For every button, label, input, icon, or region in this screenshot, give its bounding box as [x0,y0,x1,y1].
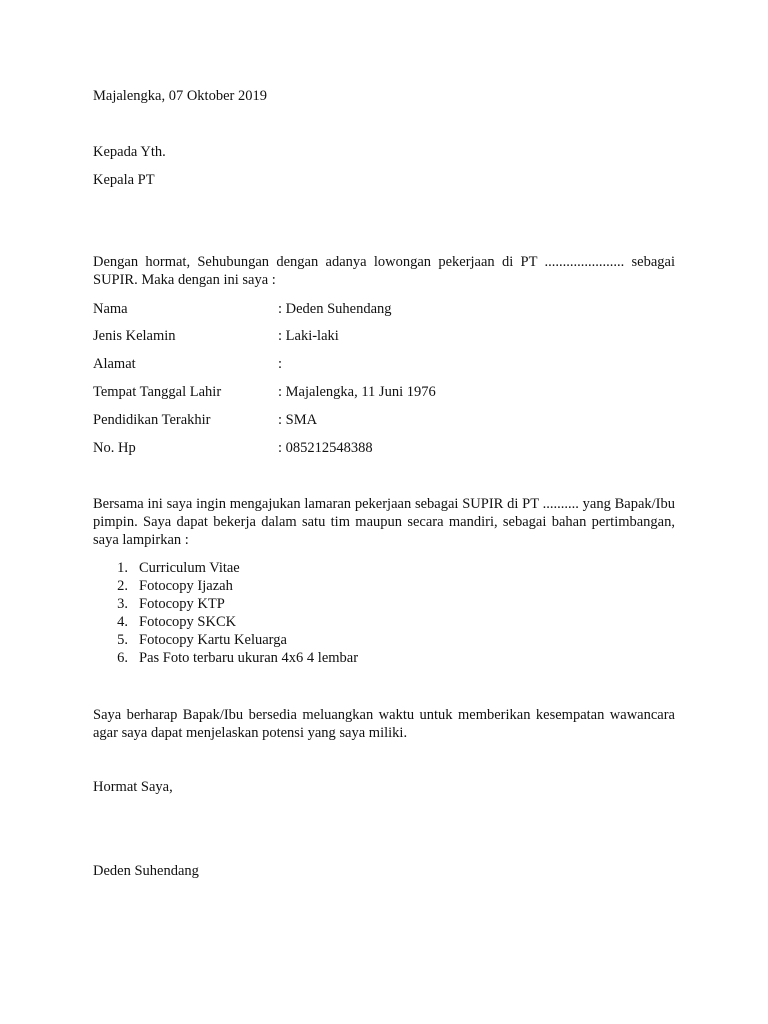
field-label: Nama [93,301,128,317]
salutation: Hormat Saya, [93,779,173,795]
field-label: Jenis Kelamin [93,328,176,344]
field-row-no-hp [93,440,593,460]
field-row-alamat [93,356,593,376]
place-date: Majalengka, 07 Oktober 2019 [93,88,267,104]
signature-name: Deden Suhendang [93,863,199,879]
list-number: 4. [117,614,128,630]
field-value: : 085212548388 [278,440,373,456]
field-row-jenis-kelamin [93,328,593,348]
field-label: No. Hp [93,440,136,456]
field-value: : Deden Suhendang [278,301,392,317]
list-text: Pas Foto terbaru ukuran 4x6 4 lembar [139,650,359,666]
list-number: 5. [117,632,128,648]
field-row-tempat-tanggal-lahir [93,384,593,404]
closing-paragraph: Saya berharap Bapak/Ibu bersedia meluangkan waktu untuk memberikan kesempatan wawancara agar saya dapat menjelaskan potensi yang saya miliki. [93,707,675,741]
field-label: Tempat Tanggal Lahir [93,384,222,400]
list-number: 3. [117,596,128,612]
recipient-line-1: Kepada Yth. [93,144,166,160]
field-label: Pendidikan Terakhir [93,412,211,428]
list-text: Fotocopy Ijazah [139,578,233,594]
list-text: Fotocopy Kartu Keluarga [139,632,287,648]
field-value: : Majalengka, 11 Juni 1976 [278,384,436,400]
list-text: Curriculum Vitae [139,560,240,576]
list-text: Fotocopy SKCK [139,614,237,630]
recipient-line-2: Kepala PT [93,172,155,188]
field-value: : [278,356,283,372]
opening-paragraph: Dengan hormat, Sehubungan dengan adanya lowongan pekerjaan di PT ...................... sebagai SUPIR. Maka dengan ini saya : [93,254,675,288]
list-number: 6. [117,650,128,666]
list-number: 1. [117,560,128,576]
list-number: 2. [117,578,128,594]
field-value: : SMA [278,412,318,428]
field-value: : Laki-laki [278,328,339,344]
body-paragraph: Bersama ini saya ingin mengajukan lamaran pekerjaan sebagai SUPIR di PT .......... yang Bapak/Ibu pimpin. Saya dapat bekerja dalam satu tim maupun secara mandiri, sebagai bahan pertimbangan, saya lampirkan : [93,496,675,548]
field-row-pendidikan-terakhir [93,412,593,432]
field-label: Alamat [93,356,136,372]
field-row-nama [93,301,593,321]
list-text: Fotocopy KTP [139,596,225,612]
